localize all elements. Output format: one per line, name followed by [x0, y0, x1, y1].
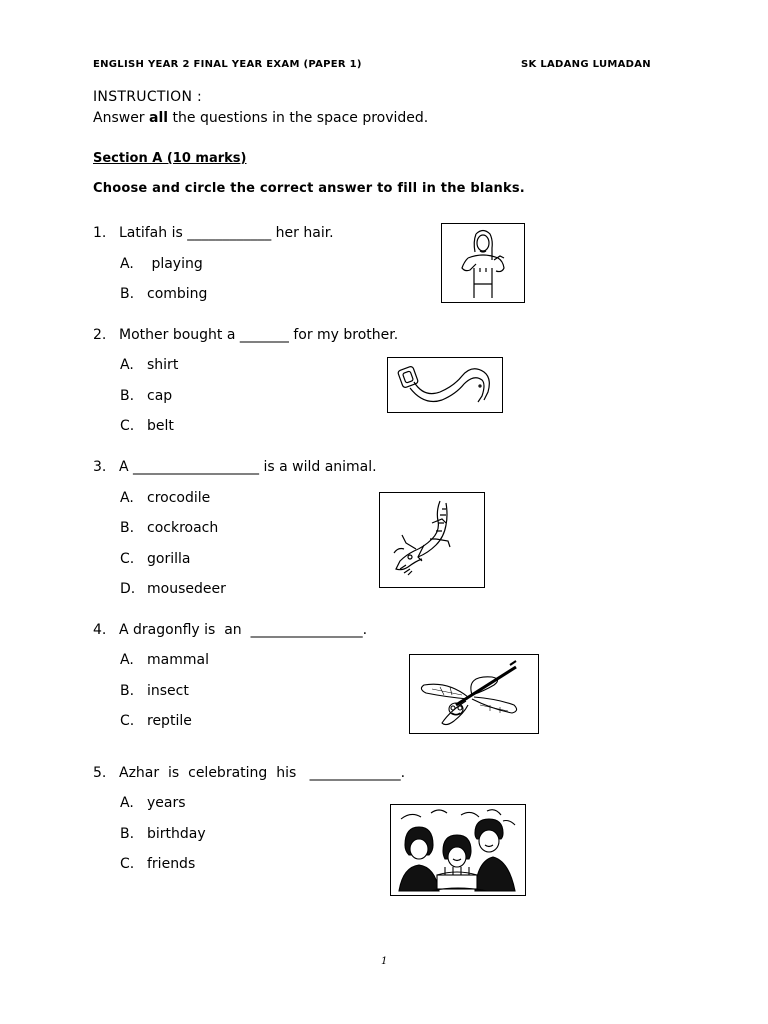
question-3-stem: [93, 459, 377, 475]
instruction-text-before: Answer: [93, 110, 150, 126]
question-4-text: A dragonfly is an ________________.: [119, 622, 368, 638]
exam-title: ENGLISH YEAR 2 FINAL YEAR EXAM (PAPER 1): [93, 59, 362, 70]
birthday-party-icon: [390, 804, 526, 896]
option-text: playing: [147, 256, 203, 272]
option-text: crocodile: [147, 490, 211, 506]
option-letter: B.: [120, 520, 135, 536]
section-title: Section A (10 marks): [93, 151, 247, 166]
question-5-number: 5.: [93, 765, 107, 781]
question-4-number: 4.: [93, 622, 107, 638]
option-letter: A.: [120, 256, 134, 272]
option-letter: C.: [120, 856, 135, 872]
instruction-text: [93, 110, 428, 126]
question-2-option-b[interactable]: [120, 388, 172, 404]
option-text: shirt: [147, 357, 179, 373]
option-letter: A.: [120, 357, 134, 373]
belt-icon: [387, 357, 503, 413]
page-number: 1: [381, 956, 388, 967]
option-text: cap: [147, 388, 173, 404]
question-2-stem: [93, 327, 398, 343]
question-1-option-b[interactable]: [120, 286, 207, 302]
dragonfly-icon: [409, 654, 539, 734]
question-5-option-c[interactable]: [120, 856, 195, 872]
option-letter: B.: [120, 388, 135, 404]
option-letter: C.: [120, 551, 135, 567]
option-letter: B.: [120, 683, 135, 699]
question-5-text: Azhar is celebrating his _____________.: [119, 765, 406, 781]
option-text: years: [147, 795, 186, 811]
option-text: gorilla: [147, 551, 191, 567]
question-1-number: 1.: [93, 225, 107, 241]
question-2-text: Mother bought a _______ for my brother.: [119, 327, 399, 343]
question-4-option-c[interactable]: [120, 713, 192, 729]
option-letter: A.: [120, 795, 134, 811]
question-2-number: 2.: [93, 327, 107, 343]
section-directions: Choose and circle the correct answer to fill in the blanks.: [93, 181, 525, 196]
option-letter: C.: [120, 713, 135, 729]
question-3-option-a[interactable]: [120, 490, 210, 506]
option-text: belt: [147, 418, 174, 434]
question-3-number: 3.: [93, 459, 107, 475]
question-4-stem: [93, 622, 367, 638]
school-name: SK LADANG LUMADAN: [521, 59, 651, 70]
option-letter: B.: [120, 826, 135, 842]
option-text: combing: [147, 286, 208, 302]
option-text: cockroach: [147, 520, 219, 536]
option-letter: A.: [120, 490, 134, 506]
question-5-stem: [93, 765, 405, 781]
question-1-text: Latifah is ____________ her hair.: [119, 225, 334, 241]
question-3-text: A __________________ is a wild animal.: [119, 459, 377, 475]
question-1-option-a[interactable]: [120, 256, 203, 272]
option-text: mammal: [147, 652, 209, 668]
option-letter: C.: [120, 418, 135, 434]
question-4-option-b[interactable]: [120, 683, 189, 699]
instruction-title: INSTRUCTION :: [93, 89, 203, 105]
instruction-text-after: the questions in the space provided.: [168, 110, 429, 126]
girl-combing-hair-icon: [441, 223, 525, 303]
option-letter: B.: [120, 286, 135, 302]
option-text: reptile: [147, 713, 192, 729]
option-text: birthday: [147, 826, 206, 842]
option-letter: D.: [120, 581, 136, 597]
option-text: friends: [147, 856, 196, 872]
question-1-stem: [93, 225, 334, 241]
question-2-option-a[interactable]: [120, 357, 178, 373]
question-3-option-d[interactable]: [120, 581, 226, 597]
option-letter: A.: [120, 652, 134, 668]
option-text: mousedeer: [147, 581, 226, 597]
question-3-option-b[interactable]: [120, 520, 218, 536]
question-2-option-c[interactable]: [120, 418, 174, 434]
question-5-option-b[interactable]: [120, 826, 206, 842]
question-4-option-a[interactable]: [120, 652, 209, 668]
question-5-option-a[interactable]: [120, 795, 186, 811]
instruction-text-bold: all: [149, 110, 169, 126]
question-3-option-c[interactable]: [120, 551, 190, 567]
crocodile-icon: [379, 492, 485, 588]
option-text: insect: [147, 683, 189, 699]
